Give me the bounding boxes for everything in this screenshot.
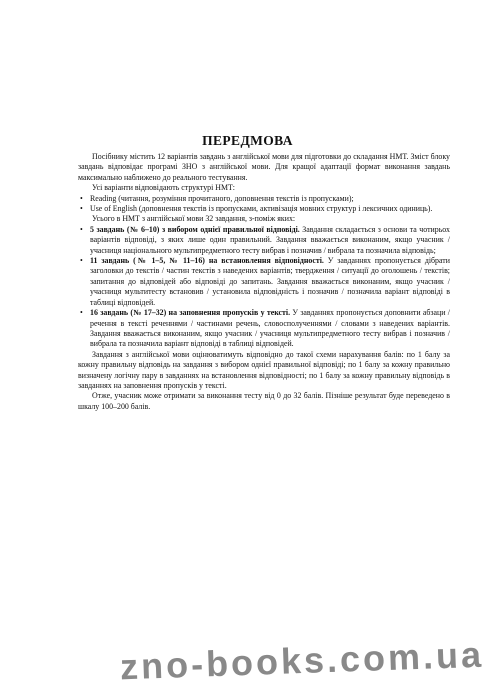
structure-lead: Усі варіанти відповідають структурі НМТ: [92, 183, 235, 193]
task-heading: 16 завдань (№ 17–32) на заповнення пропусків у тексті. [90, 308, 291, 318]
task-description: Завдання складається з основи та чотирьох варіантів відповіді, з яких лише один правильний. Завдання вважається виконаним, якщо учасник / учасниця національного мультипредметного тесту вибрав і позначив / вибрала та позначила відповідь; [90, 224, 450, 255]
list-item: • Reading (читання, розуміння прочитаного, доповнення текстів із пропусками); [80, 193, 354, 203]
task-heading: 5 завдань (№ 6–10) з вибором однієї правильної відповіді. [90, 224, 300, 234]
task-item [78, 225, 450, 256]
bullet-icon: • [80, 224, 83, 234]
page-title: ПЕРЕДМОВА [202, 133, 293, 148]
task-item [78, 256, 450, 308]
task-description: У завданнях пропонується дібрати заголовки до текстів / частин текстів з наведених варіантів; твердження / ситуації до оголошень / текстів; запитання до відповідей або відповіді до запитань. Завдання вважається виконаним, якщо учасник / учасниця мультитесту встановив / установила відповідність і позначив / позначила варіант відповіді в таблиці відповідей. [90, 256, 450, 307]
tasks-lead: Усього в НМТ з англійської мови 32 завдання, з-поміж яких: [92, 214, 296, 224]
structure-list [78, 194, 450, 215]
scoring-paragraph: Завдання з англійської мови оцінюватимуть відповідно до такої схеми нарахування балів: по 1 балу за кожну правильну відповідь на завдання з вибором однієї правильної відповіді; по 1 балу за кожну правильно визначену логічну пару в завданнях на встановлення відповідності; по 1 балу за кожну правильну відповідь в завданнях на заповнення пропусків у тексті. [78, 349, 450, 390]
task-heading: 11 завдань (№ 1–5, № 11–16) на встановлення відповідності. [90, 256, 324, 266]
watermark: zno-books.com.ua [119, 633, 485, 688]
result-paragraph: Отже, учасник може отримати за виконання тесту від 0 до 32 балів. Пізніше результат буде переведено в шкалу 100–200 балів. [78, 391, 450, 411]
bullet-icon: • [80, 308, 83, 318]
tasks-list [78, 225, 450, 350]
task-item [78, 308, 450, 350]
list-item: • Use of English (доповнення текстів із пропусками, активізація мовних структур і лексичних одиниць). [80, 204, 433, 214]
bullet-icon: • [80, 204, 83, 214]
task-description: У завданнях пропонується доповнити абзаци / речення в тексті реченнями / частинами речень, словосполученнями / словами з наведених варіантів. Завдання вважається виконаним, якщо учасник / учасниця мультипредметного тесту вибрав і позначив / вибрала та позначила варіант відповіді в таблиці відповідей. [90, 308, 450, 349]
bullet-icon: • [80, 193, 83, 203]
bullet-icon: • [80, 256, 83, 266]
intro-paragraph: Посібнику містить 12 варіантів завдань з англійської мови для підготовки до складання НМТ. Зміст блоку завдань відповідає програмі ЗНО з англійської мови. Для кращої адаптації формат виконання завдань максимально наближено до реального тестування. [78, 152, 450, 182]
body-text [78, 152, 450, 412]
